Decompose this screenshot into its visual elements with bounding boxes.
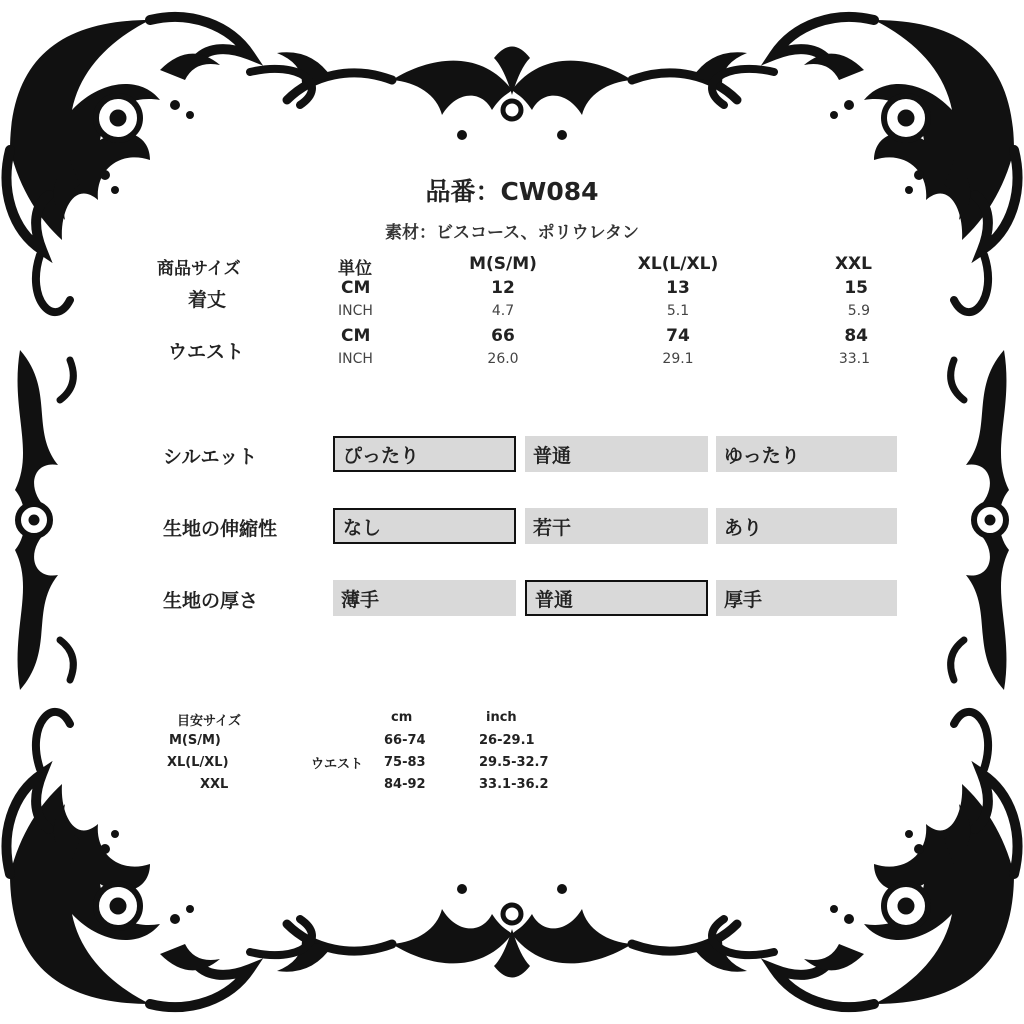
size-guide-inch-value: 26-29.1: [479, 733, 535, 748]
silhouette-label: シルエット: [163, 446, 258, 468]
length-inch-xl: 5.1: [666, 303, 690, 319]
unit-inch: INCH: [338, 351, 373, 367]
size-table-header-item: 商品サイズ: [157, 259, 241, 279]
thickness-option-thin: 薄手: [333, 580, 516, 616]
product-code-title: 品番：CW084: [425, 177, 599, 206]
unit-cm: CM: [341, 278, 371, 298]
unit-cm: CM: [341, 326, 371, 346]
silhouette-option-loose: ゆったり: [716, 436, 897, 472]
thickness-label: 生地の厚さ: [163, 590, 259, 612]
silhouette-option-fitted: ぴったり: [333, 436, 516, 472]
size-table-header-m: M(S/M): [469, 254, 537, 274]
size-guide-cm-value: 84-92: [384, 777, 426, 792]
size-table-header-unit: 単位: [338, 259, 372, 279]
size-guide-size: XL(L/XL): [167, 755, 229, 770]
size-guide-cm-value: 66-74: [384, 733, 426, 748]
waist-inch-xxl: 33.1: [838, 351, 870, 367]
waist-label: ウエスト: [168, 341, 245, 363]
size-guide-inch-value: 29.5-32.7: [479, 755, 549, 770]
stretch-option-yes: あり: [716, 508, 897, 544]
length-cm-m: 12: [491, 278, 515, 298]
stretch-label: 生地の伸縮性: [163, 518, 278, 540]
length-cm-xxl: 15: [844, 278, 868, 298]
waist-cm-xxl: 84: [844, 326, 868, 346]
length-inch-xxl: 5.9: [847, 303, 870, 319]
unit-inch: INCH: [338, 303, 373, 319]
size-table-header-xxl: XXL: [834, 254, 872, 274]
size-guide-title: 目安サイズ: [177, 714, 241, 729]
size-guide-cm-value: 75-83: [384, 755, 426, 770]
stretch-option-slight: 若干: [525, 508, 708, 544]
size-guide-inch-header: inch: [486, 710, 517, 725]
stretch-option-none: なし: [333, 508, 516, 544]
size-guide-size: M(S/M): [169, 733, 221, 748]
waist-inch-xl: 29.1: [662, 351, 694, 367]
size-guide-inch-value: 33.1-36.2: [479, 777, 549, 792]
size-guide-measure-label: ウエスト: [311, 757, 364, 772]
thickness-option-regular: 普通: [525, 580, 708, 616]
silhouette-option-regular: 普通: [525, 436, 708, 472]
material-text: 素材：ビスコース、ポリウレタン: [385, 223, 639, 243]
length-cm-xl: 13: [666, 278, 690, 298]
thickness-option-thick: 厚手: [716, 580, 897, 616]
size-guide-cm-header: cm: [391, 710, 413, 725]
waist-inch-m: 26.0: [487, 351, 519, 367]
size-guide-size: XXL: [200, 777, 229, 792]
length-label: 着丈: [188, 289, 227, 311]
waist-cm-m: 66: [491, 326, 515, 346]
waist-cm-xl: 74: [666, 326, 690, 346]
size-table-header-xl: XL(L/XL): [637, 254, 719, 274]
length-inch-m: 4.7: [491, 303, 515, 319]
